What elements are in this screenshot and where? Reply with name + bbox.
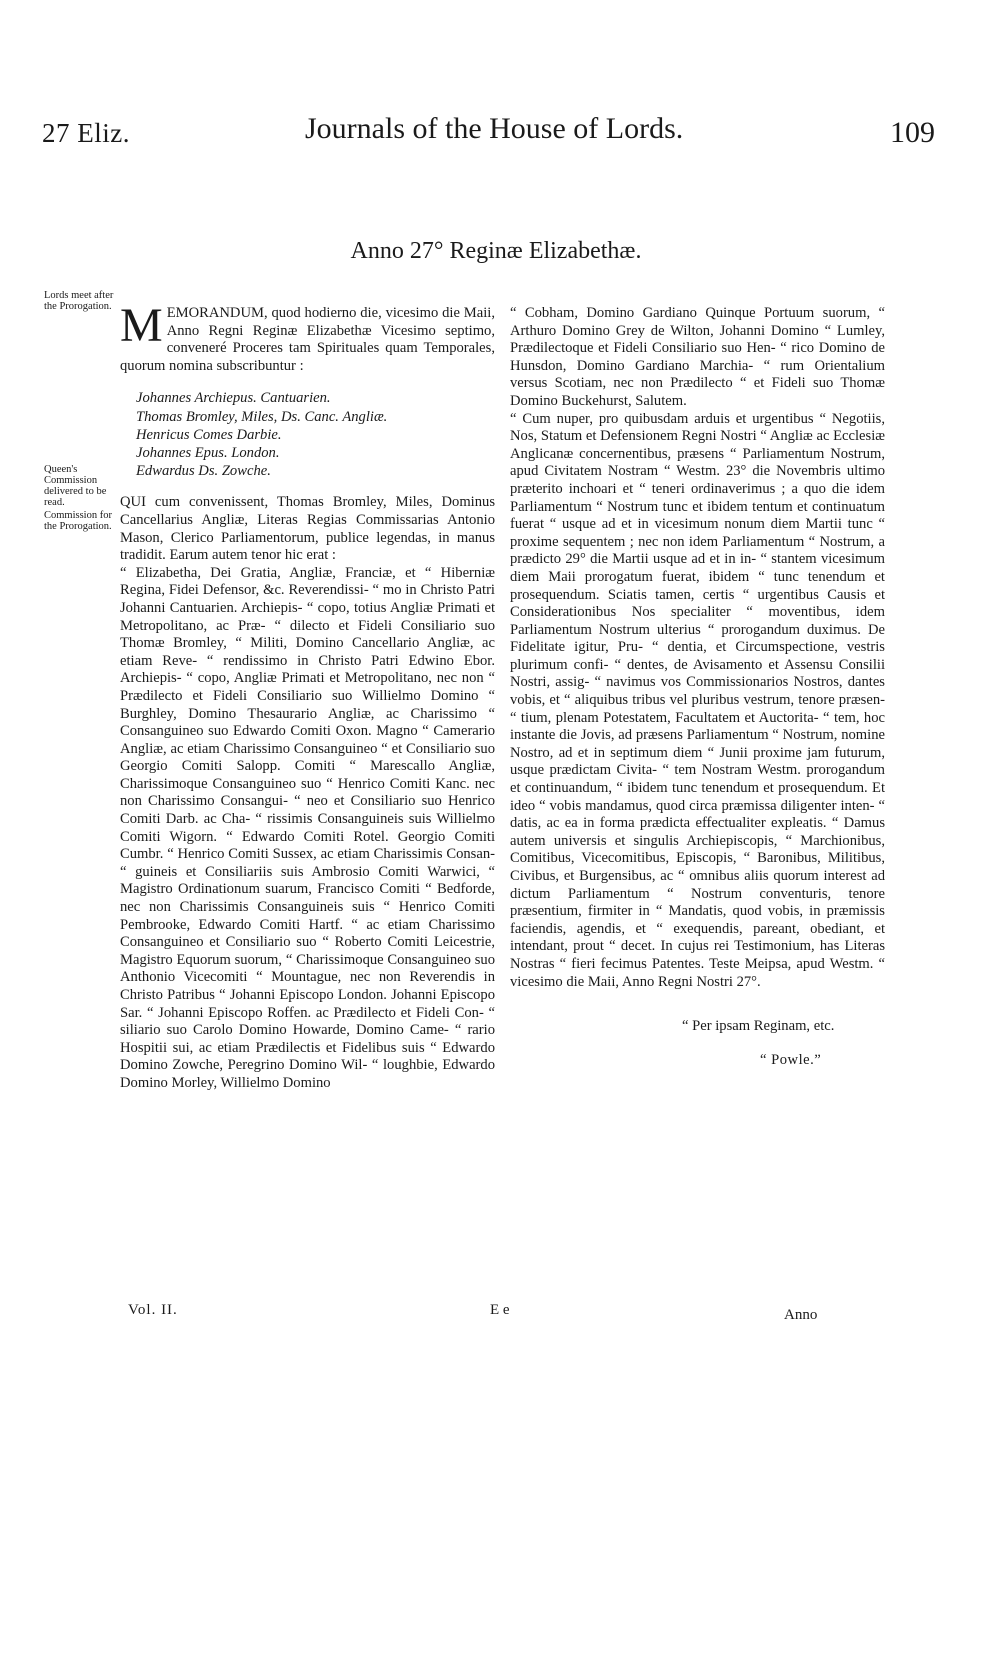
- page-number: 109: [890, 116, 935, 149]
- signature-mark: E e: [490, 1302, 510, 1318]
- margin-note-lords-meet: Lords meet after the Prorogation.: [44, 290, 114, 312]
- catchword: Anno: [784, 1307, 818, 1323]
- commission-delivered-paragraph: QUI cum convenissent, Thomas Bromley, Miles, Dominus Cancellarius Angliæ, Literas Regias Commissarias Antonio Mason, Clerico Parliamentorum, publice legendas, in manus tradidit. Earum autem tenor hic erat :: [120, 494, 495, 564]
- commission-addressees-paragraph: “ Cobham, Domino Gardiano Quinque Portuum suorum, “ Arthuro Domino Grey de Wilton, Johanni Domino “ Lumley, Prædilectoque et Fideli Consiliario suo Hen- “ rico Domino de Hunsdon, Domino Gardiano Marchia- “ rum Orientalium versus Scotiam, nec non Prædilecto “ et Fideli suo Thomæ Domino Buckehurst, Salutem.: [510, 305, 885, 409]
- attendee-name: Henricus Comes Darbie.: [136, 426, 282, 443]
- attendee-name: Thomas Bromley, Miles, Ds. Canc. Angliæ.: [136, 408, 388, 425]
- commission-body-paragraph: “ Cum nuper, pro quibusdam arduis et urgentibus “ Negotiis, Nos, Statum et Defensionem Regni Nostri “ Angliæ ac Ecclesiæ Anglicanæ concernentibus, præsens “ Parliamentum Nostrum, apud Civitatem Nostram “ Westm. 23° die Novembris ultimo præterito inchoari et “ teneri ordinaverimus ; a quo die idem Parliamentum “ Nostrum tunc et ibidem tentum et continuatum fuerat “ usque ad et in vicesimum nonum diem Martii tunc “ proxime sequentem ; nec non idem Parliamentum “ Nostrum, a prædicto 29° die Martii usque ad et in in- “ stantem vicesimum diem Maii prorogatum fuerat, ibidem “ tunc tenendum et prosequendum. Sciatis tamen, certis “ urgentibus Causis et Considerationibus Nos specialiter “ moventibus, idem Parliamentum Nostrum ulterius “ prorogandum duximus. De Fidelitate igitur, Pru- “ dentia, et Circumspectione, vestris plurimum confi- “ dentes, de Avisamento et Assensu Consilii Nostri, assig- “ navimus vos Commissionarios Nostros, dantes vobis, et “ aliquibus tribus vel pluribus vestrum, tenore præsen- “ tium, plenam Potestatem, Facultatem et Auctorita- “ tem, hoc instante die Jovis, ad præsens Parliamentum “ Nostrum, nomine Nostro, ad et in septimum diem “ Junii proxime jam futurum, usque prædictam Civita- “ tem Nostram Westm. prorogandum et continuandum, “ ibidem tunc tenendum et prosequendum. Et ideo “ vobis mandamus, quod circa præmissa diligenter inten- “ datis, ac ea in forma prædicta effectualiter expleatis. “ Damus autem universis et singulis Archiepiscopis, “ Marchionibus, Comitibus, Vicecomitibus, Episcopis, “ Baronibus, Militibus, Civibus, et Burgensibus, ac “ omnibus aliis quorum interest ad dictum Parliamentum “ Nostrum conventuris, tenore præsentium, firmiter in “ Mandatis, quod vobis, in præmissis faciendis, agendis, et “ exequendis, pareant, obediant, et intendant, prout “ decet. In cujus rei Testimonium, has Literas Nostras “ fieri fecimus Patentes. Teste Meipsa, apud Westm. “ vicesimo die Maii, Anno Regni Nostri 27°.: [510, 410, 885, 990]
- drop-cap: M: [120, 299, 163, 352]
- memorandum-text: EMORANDUM, quod hodierno die, vicesimo die Maii, Anno Regni Reginæ Elizabethæ Vicesimo septimo, conveneré Proceres tam Spirituales quam Temporales, quorum nomina subscribuntur :: [120, 305, 495, 374]
- signature-name: “ Powle.”: [760, 1052, 822, 1068]
- volume-label: Vol. II.: [128, 1302, 178, 1318]
- signature-line: “ Per ipsam Reginam, etc.: [682, 1018, 835, 1034]
- session-heading: Anno 27° Reginæ Elizabethæ.: [350, 238, 642, 264]
- left-column: [120, 299, 495, 1093]
- commission-text-paragraph: “ Elizabetha, Dei Gratia, Angliæ, Franciæ, et “ Hiberniæ Regina, Fidei Defensor, &c. Reverendissi- “ mo in Christo Patri Johanni Cantuarien. Archiepis- “ copo, totius Angliæ Primati et Metropolitano, ac Præ- “ dilecto et Fideli Consiliario suo Thomæ Bromley, “ Militi, Domino Cancellario Angliæ, ac etiam Reve- “ rendissimo in Christo Patri Edwino Ebor. Archiepis- “ copo, Angliæ Primati et Metropolitano, nec non “ Prædilecto et Fideli Consiliario suo Willielmo Domino “ Burghley, Domino Thesaurario Angliæ, ac Charissimo “ Consanguineo suo Edwardo Comiti Oxon. Magno “ Camerario Angliæ, ac etiam Charissimo Consanguineo “ et Consiliario suo Georgio Comiti Salopp. Comiti “ Marescallo Angliæ, Charissimoque Consanguineo suo “ Henrico Comiti Kanc. nec non Charissimo Consangui- “ neo et Consiliario suo Henrico Comiti Darb. ac Cha- “ rissimis Consanguineis suis Willielmo Comiti Wigorn. “ Edwardo Comiti Rotel. Georgio Comiti Cumbr. “ Henrico Comiti Sussex, ac etiam Charissimis Consan- “ guineis et Consiliariis suis Ambrosio Comiti Warwici, “ Magistro Ordinationum suarum, Francisco Comiti “ Bedforde, nec non Charissimis Consanguineis suis “ Henrico Comiti Pembrooke, Edwardo Comiti Hartf. “ ac etiam Charissimo Consanguineo et Consiliario suo “ Roberto Comiti Leicestrie, Magistro Equorum suorum, “ Charissimoque Consanguineo suo Anthonio Vicecomiti “ Mountague, nec non Reverendis in Christo Patribus “ Johanni Episcopo London. Johanni Episcopo Sar. “ Johanni Episcopo Roffen. ac Prædilecto et Fideli Con- “ siliario suo Carolo Domino Howarde, Domino Came- “ rario Hospitii sui, ac etiam Prædilectis et Fidelibus suis “ Edwardo Domino Zowche, Peregrino Domino Wil- “ loughbie, Edwardo Domino Morley, Willielmo Domino: [120, 564, 495, 1091]
- right-column: [510, 305, 885, 991]
- attendee-name: Johannes Archiepus. Cantuarien.: [136, 390, 331, 407]
- margin-note-commission-read: Queen's Commission delivered to be read.: [44, 464, 107, 508]
- memorandum-paragraph: [120, 299, 495, 375]
- attendee-list: [120, 389, 495, 480]
- running-title: Journals of the House of Lords.: [305, 112, 684, 145]
- attendee-name: Edwardus Ds. Zowche.: [136, 463, 271, 480]
- regnal-year: 27 Eliz.: [42, 118, 130, 148]
- margin-note-prorogation: Commission for the Prorogation.: [44, 510, 112, 532]
- attendee-name: Johannes Epus. London.: [136, 444, 280, 461]
